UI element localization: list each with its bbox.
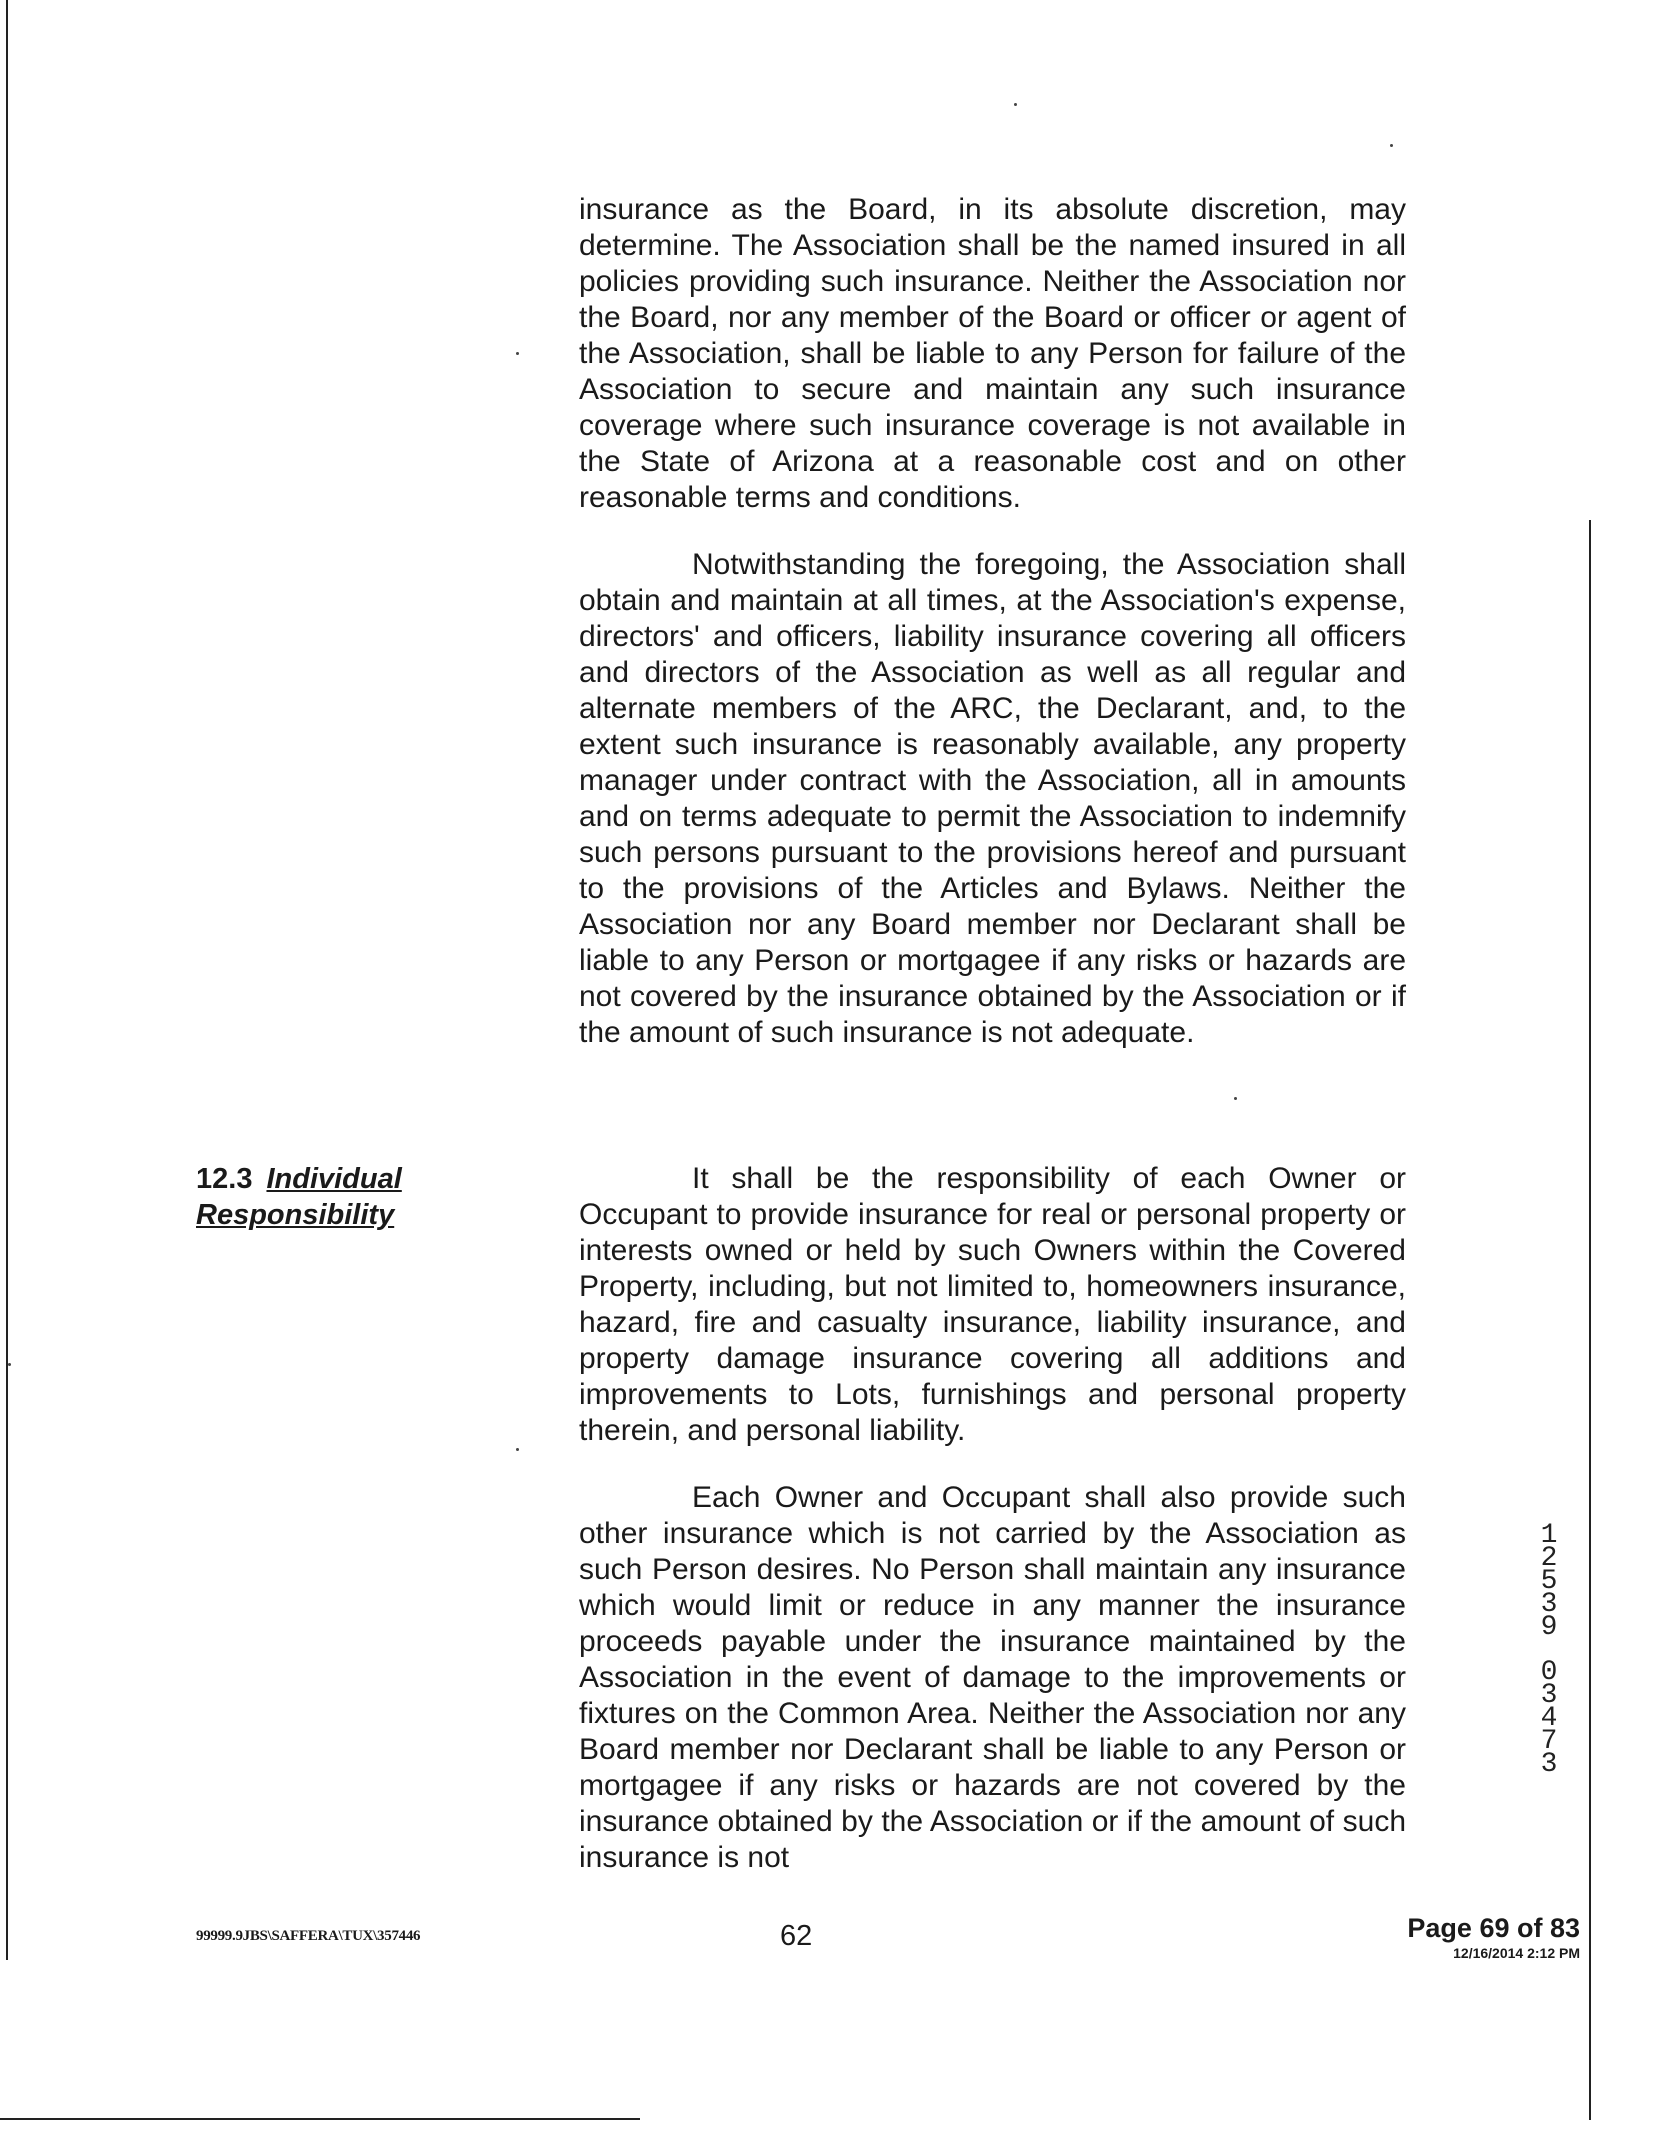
footer-page-info — [1370, 1912, 1580, 1962]
stamp-digit: 3 — [1540, 1680, 1558, 1711]
stamp-digit: 7 — [1540, 1726, 1558, 1757]
stamp-digit: 3 — [1540, 1589, 1558, 1620]
footer-timestamp: 12/16/2014 2:12 PM — [1453, 1945, 1580, 1961]
paragraph-other-insurance: Each Owner and Occupant shall also provide such other insurance which is not carried by the Association as such Person desires. No Person shall maintain any insurance which would limit or reduce in any manner the insurance proceeds payable under the insurance maintained by the Association in the event of damage to the improvements or fixtures on the Common Area. Neither the Association nor any Board member nor Declarant shall be liable to any Person or mortgagee if any risks or hazards are not covered by the insurance obtained by the Association or if the amount of such insurance is not — [579, 1481, 1406, 1874]
stamp-digit: 0 — [1540, 1657, 1558, 1688]
stamp-digit: 9 — [1540, 1612, 1558, 1643]
section-number: 12.3 — [196, 1163, 253, 1195]
recording-number-stamp — [1534, 1520, 1564, 1780]
paragraph-owner-responsibility: It shall be the responsibility of each Owner or Occupant to provide insurance for real or personal property or interests owned or held by such Owners within the Covered Property, including, but not limited to, homeowners insurance, hazard, fire and casualty insurance, liability insurance, and property damage insurance covering all additions and improvements to Lots, furnishings and personal property therein, and personal liability. — [579, 1162, 1406, 1447]
scan-speck — [516, 1448, 519, 1451]
footer-page-number: 62 — [780, 1920, 813, 1952]
stamp-digit: 1 — [1540, 1520, 1558, 1551]
footer-page-of-total: Page 69 of 83 — [1407, 1913, 1580, 1943]
section-title: Individual Responsibility — [196, 1163, 402, 1231]
paragraph-board-discretion: insurance as the Board, in its absolute discretion, may determine. The Association shall be the named insured in all policies providing such insurance. Neither the Association nor the Board, nor any member of the Board or officer or agent of the Association, shall be liable to any Person for failure of the Association to secure and maintain any such insurance coverage where such insurance coverage is not available in the State of Arizona at a reasonable cost and on other reasonable terms and conditions. — [579, 193, 1406, 514]
scan-speck — [1390, 144, 1393, 147]
stamp-digit: 2 — [1540, 1543, 1558, 1574]
scan-speck — [8, 1363, 11, 1366]
body-text-lower — [579, 1161, 1406, 1907]
stamp-digit: 5 — [1540, 1566, 1558, 1597]
section-heading-12-3 — [196, 1161, 496, 1233]
scan-speck — [516, 352, 519, 355]
stamp-digit: 4 — [1540, 1703, 1558, 1734]
left-scan-edge-line — [6, 0, 8, 1960]
scan-speck — [1014, 103, 1017, 106]
bottom-scan-rule — [0, 2118, 640, 2120]
scan-speck — [1234, 1097, 1237, 1100]
paragraph-notwithstanding: Notwithstanding the foregoing, the Association shall obtain and maintain at all times, at the Association's expense, directors' and officers, liability insurance covering all officers and directors of the Association as well as all regular and alternate members of the ARC, the Declarant, and, to the extent such insurance is reasonably available, any property manager under contract with the Association, all in amounts and on terms adequate to permit the Association to indemnify such persons pursuant to the provisions hereof and pursuant to the provisions of the Articles and Bylaws. Neither the Association nor any Board member nor Declarant shall be liable to any Person or mortgagee if any risks or hazards are not covered by the insurance obtained by the Association or if the amount of such insurance is not adequate. — [579, 548, 1406, 1049]
footer-file-path: 99999.9JBS\SAFFERA\TUX\357446 — [196, 1928, 421, 1944]
body-text-upper — [579, 192, 1406, 1082]
right-scan-edge-line — [1589, 520, 1591, 2120]
stamp-digit: 3 — [1540, 1749, 1558, 1780]
